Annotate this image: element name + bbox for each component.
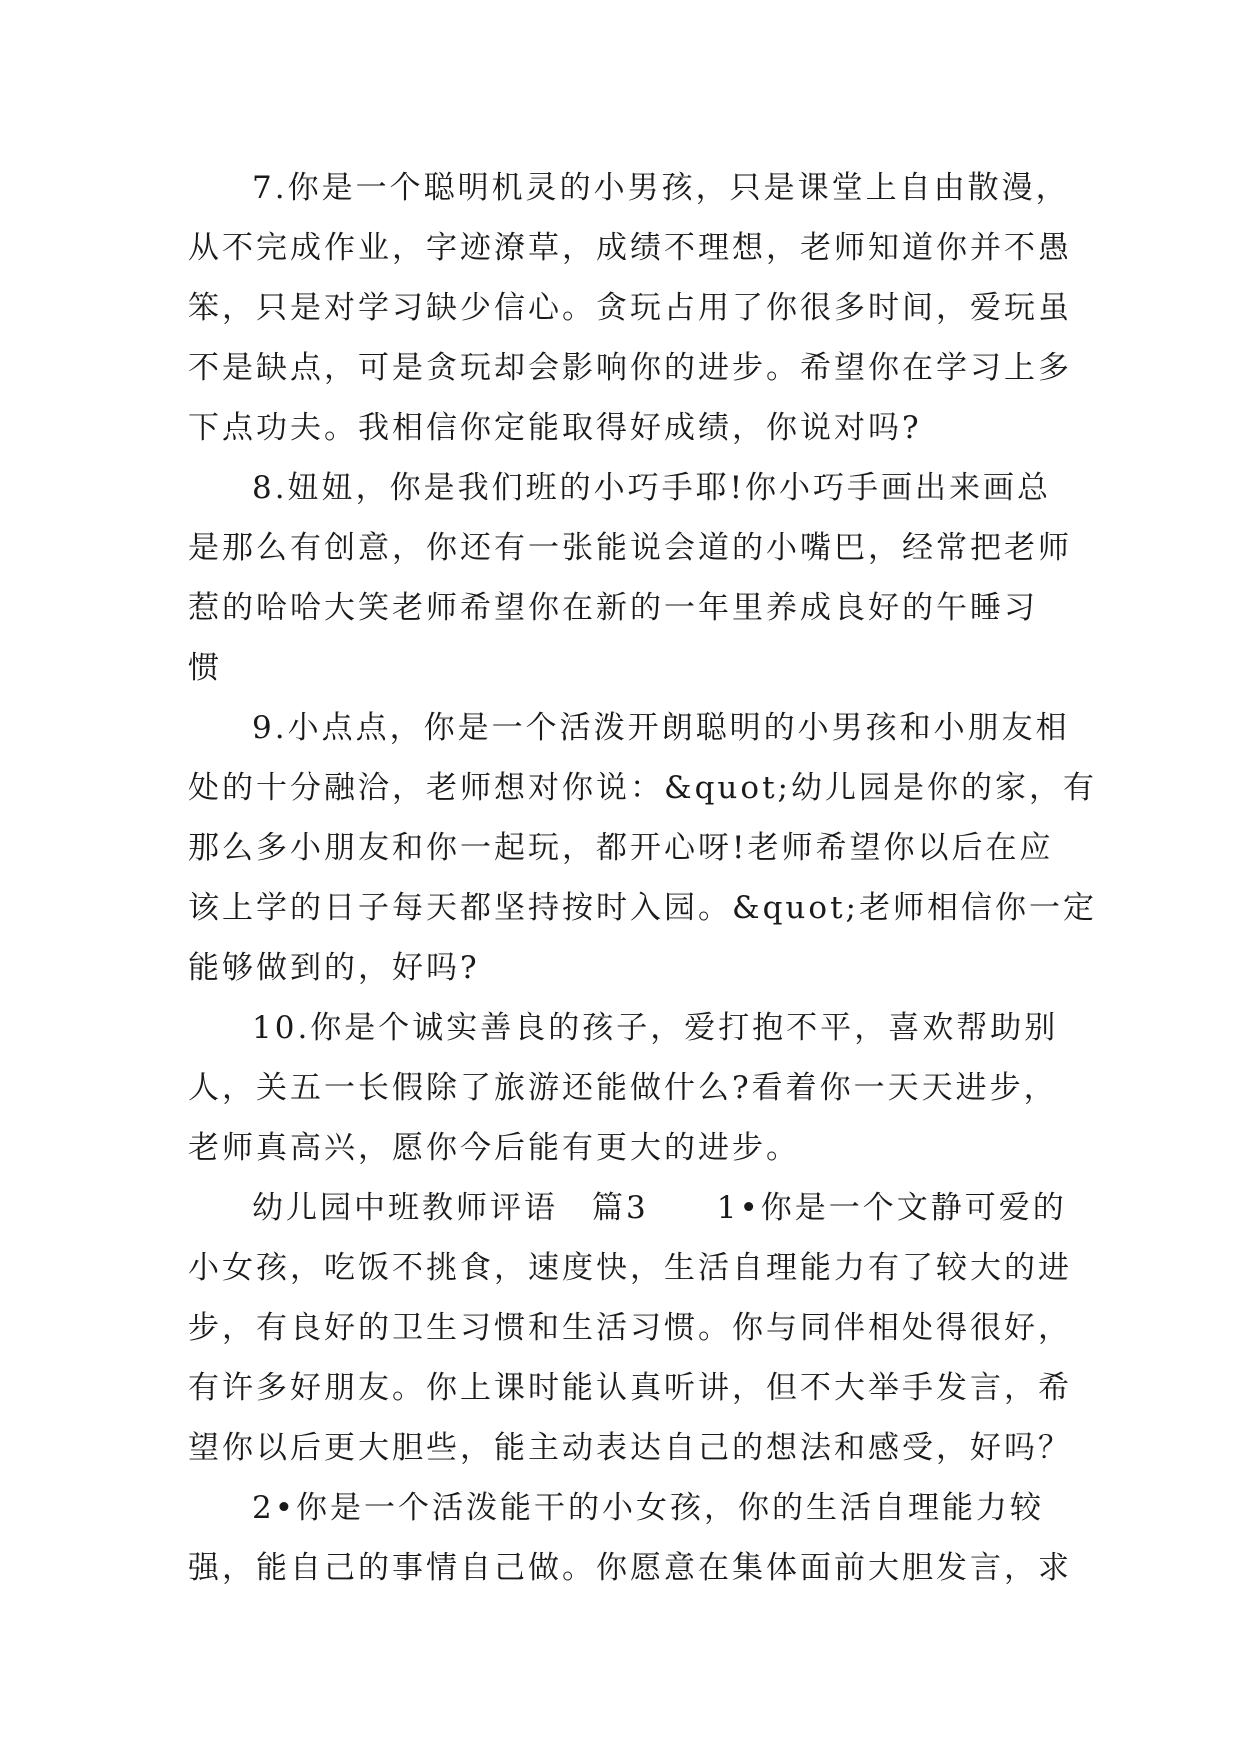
paragraph-9 [188, 698, 1097, 998]
text-line: 人，关五一长假除了旅游还能做什么?看着你一天天进步， [188, 1070, 1058, 1106]
text-line: 步，有良好的卫生习惯和生活习惯。你与同伴相处得很好， [188, 1310, 1072, 1346]
text-line: 从不完成作业，字迹潦草，成绩不理想，老师知道你并不愚 [188, 230, 1072, 266]
paragraph-2 [188, 1478, 1072, 1598]
text-line: 小女孩，吃饭不挑食，速度快，生活自理能力有了较大的进 [188, 1250, 1072, 1286]
text-line: 7.你是一个聪明机灵的小男孩，只是课堂上自由散漫， [252, 170, 1070, 206]
text-line: 能够做到的，好吗? [188, 950, 480, 986]
document-body [188, 158, 1097, 1598]
text-line: 8.妞妞，你是我们班的小巧手耶!你小巧手画出来画总 [252, 470, 1052, 506]
text-line: 望你以后更大胆些，能主动表达自己的想法和感受，好吗？ [188, 1430, 1072, 1466]
section-heading-line: 幼儿园中班教师评语 篇3 1•你是一个文静可爱的 [252, 1190, 1067, 1226]
text-line: 2•你是一个活泼能干的小女孩，你的生活自理能力较 [252, 1490, 1045, 1526]
paragraph-section-3 [188, 1178, 1072, 1478]
text-line: 10.你是个诚实善良的孩子，爱打抱不平，喜欢帮助别 [252, 1010, 1059, 1046]
text-line: 不是缺点，可是贪玩却会影响你的进步。希望你在学习上多 [188, 350, 1072, 386]
text-line: 有许多好朋友。你上课时能认真听讲，但不大举手发言，希 [188, 1370, 1072, 1406]
text-line: 那么多小朋友和你一起玩，都开心呀!老师希望你以后在应 [188, 830, 1054, 866]
text-line: 是那么有创意，你还有一张能说会道的小嘴巴，经常把老师 [188, 530, 1072, 566]
text-line: 笨，只是对学习缺少信心。贪玩占用了你很多时间，爱玩虽 [188, 290, 1072, 326]
text-line: 强，能自己的事情自己做。你愿意在集体面前大胆发言，求 [188, 1550, 1072, 1586]
paragraph-10 [188, 998, 1068, 1178]
text-line: 惯 [188, 650, 222, 686]
text-line: 惹的哈哈大笑老师希望你在新的一年里养成良好的午睡习 [188, 590, 1038, 626]
paragraph-8 [188, 458, 1072, 698]
text-line: 9.小点点，你是一个活泼开朗聪明的小男孩和小朋友相 [252, 710, 1070, 746]
text-line: 老师真高兴，愿你今后能有更大的进步。 [188, 1130, 800, 1166]
text-line: 该上学的日子每天都坚持按时入园。&quot;老师相信你一定 [188, 890, 1097, 926]
paragraph-7 [188, 158, 1072, 458]
text-line: 下点功夫。我相信你定能取得好成绩，你说对吗? [188, 410, 922, 446]
text-line: 处的十分融洽，老师想对你说：&quot;幼儿园是你的家，有 [188, 770, 1097, 806]
